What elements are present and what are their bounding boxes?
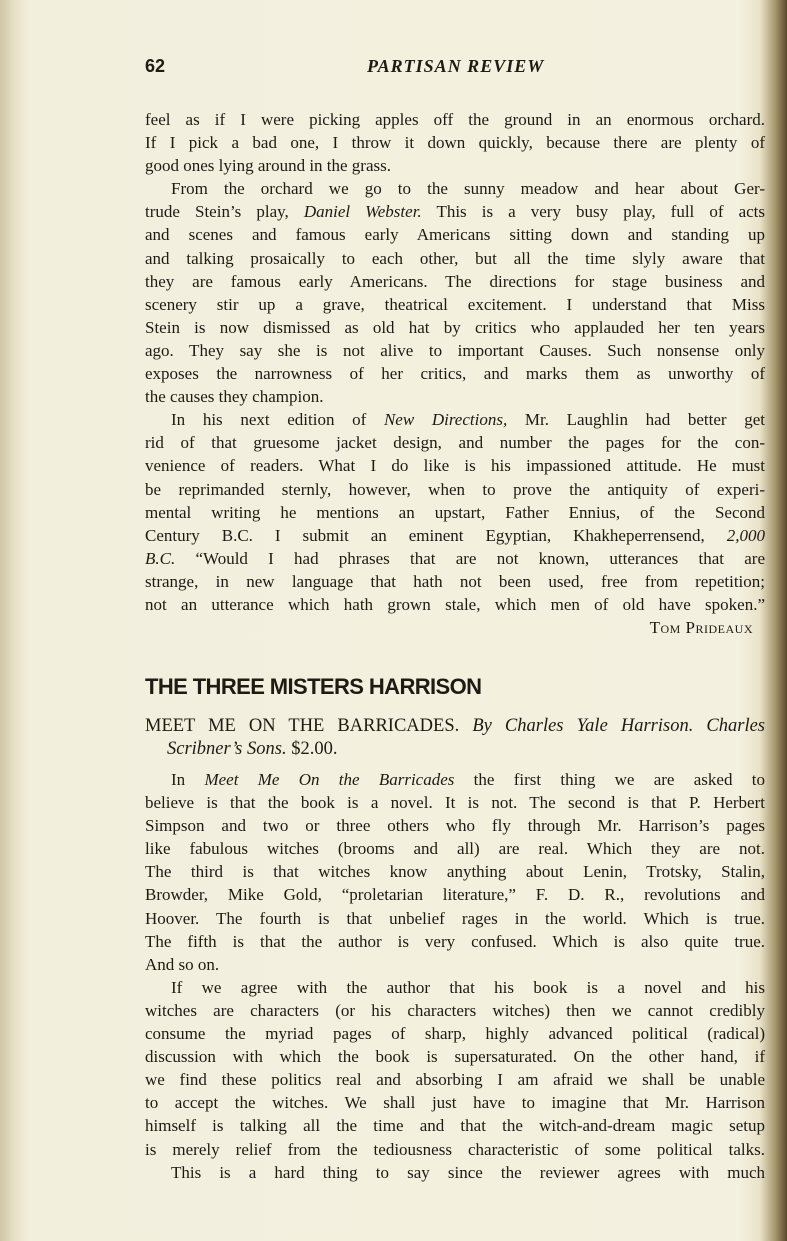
text-segment: and scenes and famous early Americans sitting down and standing up	[145, 225, 765, 245]
text-segment: “Would I had phrases that are not known, utterances that are	[175, 548, 765, 568]
text-line	[145, 814, 765, 837]
text-line	[145, 1161, 765, 1184]
text-segment: This is a hard thing to say since the reviewer agrees with much	[171, 1162, 765, 1182]
text-line	[145, 385, 765, 408]
text-segment: and talking prosaically to each other, but all the time slyly aware that	[145, 248, 765, 268]
text-segment: consume the myriad pages of sharp, highly advanced political (radical)	[145, 1024, 765, 1044]
text-line	[145, 270, 765, 293]
text-line	[145, 108, 765, 131]
text-segment: be reprimanded sternly, however, when to prove the antiquity of experi-	[145, 479, 765, 499]
text-line	[145, 1138, 765, 1161]
text-line	[145, 570, 765, 593]
text-line	[145, 501, 765, 524]
text-segment: MEET ME ON THE BARRICADES.	[145, 716, 473, 736]
text-segment: like fabulous witches (brooms and all) are real. Which they are not.	[145, 839, 765, 859]
text-segment: Simpson and two or three others who fly through Mr. Harrison’s pages	[145, 816, 765, 836]
text-segment: ago. They say she is not alive to important Causes. Such nonsense only	[145, 340, 765, 360]
page-number: 62	[145, 56, 166, 76]
text-segment: to accept the witches. We shall just have to imagine that Mr. Harrison	[145, 1093, 765, 1113]
italic-text: Scribner’s Sons.	[167, 739, 287, 760]
text-segment: not an utterance which hath grown stale, which men of old have spoken.”	[145, 594, 765, 614]
italic-text: Meet Me On the Barricades	[204, 770, 455, 789]
italic-text: B.C.	[145, 548, 176, 568]
text-line	[145, 223, 765, 246]
text-line	[145, 976, 765, 999]
text-segment: strange, in new language that hath not been used, free from repetition;	[145, 571, 765, 591]
text-line	[145, 316, 765, 339]
text-line	[145, 454, 765, 477]
text-segment: is merely relief from the tediousness characteristic of some political talks.	[145, 1139, 765, 1159]
text-line	[145, 131, 765, 154]
running-header	[145, 56, 765, 82]
text-line	[145, 1114, 765, 1137]
italic-text: New Directions,	[383, 410, 508, 430]
paragraph	[145, 976, 765, 1161]
text-line	[145, 293, 765, 316]
text-line	[145, 930, 765, 953]
text-line	[145, 999, 765, 1022]
text-segment: In his next edition of	[171, 410, 384, 430]
italic-text: Daniel Webster.	[303, 202, 422, 222]
text-segment: If we agree with the author that his book is a novel and his	[171, 977, 765, 997]
text-line	[145, 1091, 765, 1114]
text-line	[145, 1068, 765, 1091]
text-segment: trude Stein’s play,	[145, 202, 304, 222]
text-segment: the causes they champion.	[145, 387, 324, 407]
text-line	[145, 791, 765, 814]
reviewer-signature: Tom Prideaux	[649, 618, 753, 638]
book-entry	[145, 715, 765, 761]
running-title: PARTISAN REVIEW	[367, 56, 545, 76]
text-segment: Browder, Mike Gold, “proletarian literature,” F. D. R., revolutions and	[145, 885, 765, 905]
text-segment: they are famous early Americans. The directions for stage business and	[145, 271, 765, 291]
text-segment: discussion with which the book is supersaturated. On the other hand, if	[145, 1047, 765, 1067]
text-segment: $2.00.	[286, 739, 338, 760]
text-line	[145, 907, 765, 930]
text-segment: rid of that gruesome jacket design, and number the pages for the con-	[145, 433, 765, 453]
text-segment: exposes the narrowness of her critics, and marks them as unworthy of	[145, 364, 765, 384]
italic-text: By Charles Yale Harrison. Charles	[472, 716, 765, 736]
text-line	[145, 883, 765, 906]
text-line	[145, 408, 765, 431]
text-segment: The third is that witches know anything about Lenin, Trotsky, Stalin,	[145, 862, 765, 882]
text-line	[145, 837, 765, 860]
text-line	[145, 247, 765, 270]
text-line	[145, 768, 765, 791]
text-segment: believe is that the book is a novel. It is not. The second is that P. Herbert	[145, 793, 765, 813]
text-segment: Stein is now dismissed as old hat by critics who applauded her ten years	[145, 317, 765, 337]
text-segment: From the orchard we go to the sunny meadow and hear about Ger-	[171, 179, 765, 199]
text-segment: feel as if I were picking apples off the ground in an enormous orchard.	[145, 110, 765, 129]
text-segment: Century B.C. I submit an eminent Egyptian, Khakheperrensend,	[145, 525, 727, 545]
text-line	[145, 738, 765, 761]
text-segment: In	[171, 770, 205, 789]
text-segment: And so on.	[145, 954, 220, 974]
text-line	[145, 154, 765, 177]
text-line	[145, 593, 765, 616]
text-segment: mental writing he mentions an upstart, Father Ennius, of the Second	[145, 502, 765, 522]
text-segment: If I pick a bad one, I throw it down quickly, because there are plenty of	[145, 133, 765, 153]
text-segment: venience of readers. What I do like is his impassioned attitude. He must	[145, 456, 765, 476]
text-segment: Mr. Laughlin had better get	[507, 410, 765, 430]
text-line	[145, 431, 765, 454]
text-line	[145, 953, 765, 976]
text-line	[145, 1022, 765, 1045]
review-prideaux	[145, 108, 765, 639]
paragraph	[145, 108, 765, 177]
text-line	[145, 177, 765, 200]
text-segment: we find these politics real and absorbing I am afraid we shall be unable	[145, 1070, 765, 1090]
text-segment: witches are characters (or his characters witches) then we cannot credibly	[145, 1000, 765, 1020]
text-line	[145, 715, 765, 738]
paragraph	[145, 768, 765, 976]
italic-text: 2,000	[726, 525, 765, 545]
text-line	[145, 478, 765, 501]
text-segment: himself is talking all the time and that the witch-and-dream magic setup	[145, 1116, 765, 1136]
text-line	[145, 339, 765, 362]
paragraph	[145, 177, 765, 408]
text-line	[145, 1045, 765, 1068]
text-segment: good ones lying around in the grass.	[145, 156, 391, 176]
text-segment: This is a very busy play, full of acts	[421, 202, 765, 222]
text-segment: the first thing we are asked to	[454, 770, 765, 789]
text-line	[145, 362, 765, 385]
text-line	[145, 524, 765, 547]
review-heading: THE THREE MISTERS HARRISON	[145, 674, 482, 699]
text-segment: Hoover. The fourth is that unbelief rages in the world. Which is true.	[145, 908, 765, 928]
text-line	[145, 547, 765, 570]
text-segment: The fifth is that the author is very confused. Which is also quite true.	[145, 931, 765, 951]
paragraph	[145, 1161, 765, 1184]
text-segment: scenery stir up a grave, theatrical excitement. I understand that Miss	[145, 294, 765, 314]
review-harrison	[145, 768, 765, 1184]
text-line	[145, 200, 765, 223]
text-line	[145, 860, 765, 883]
paragraph	[145, 408, 765, 616]
